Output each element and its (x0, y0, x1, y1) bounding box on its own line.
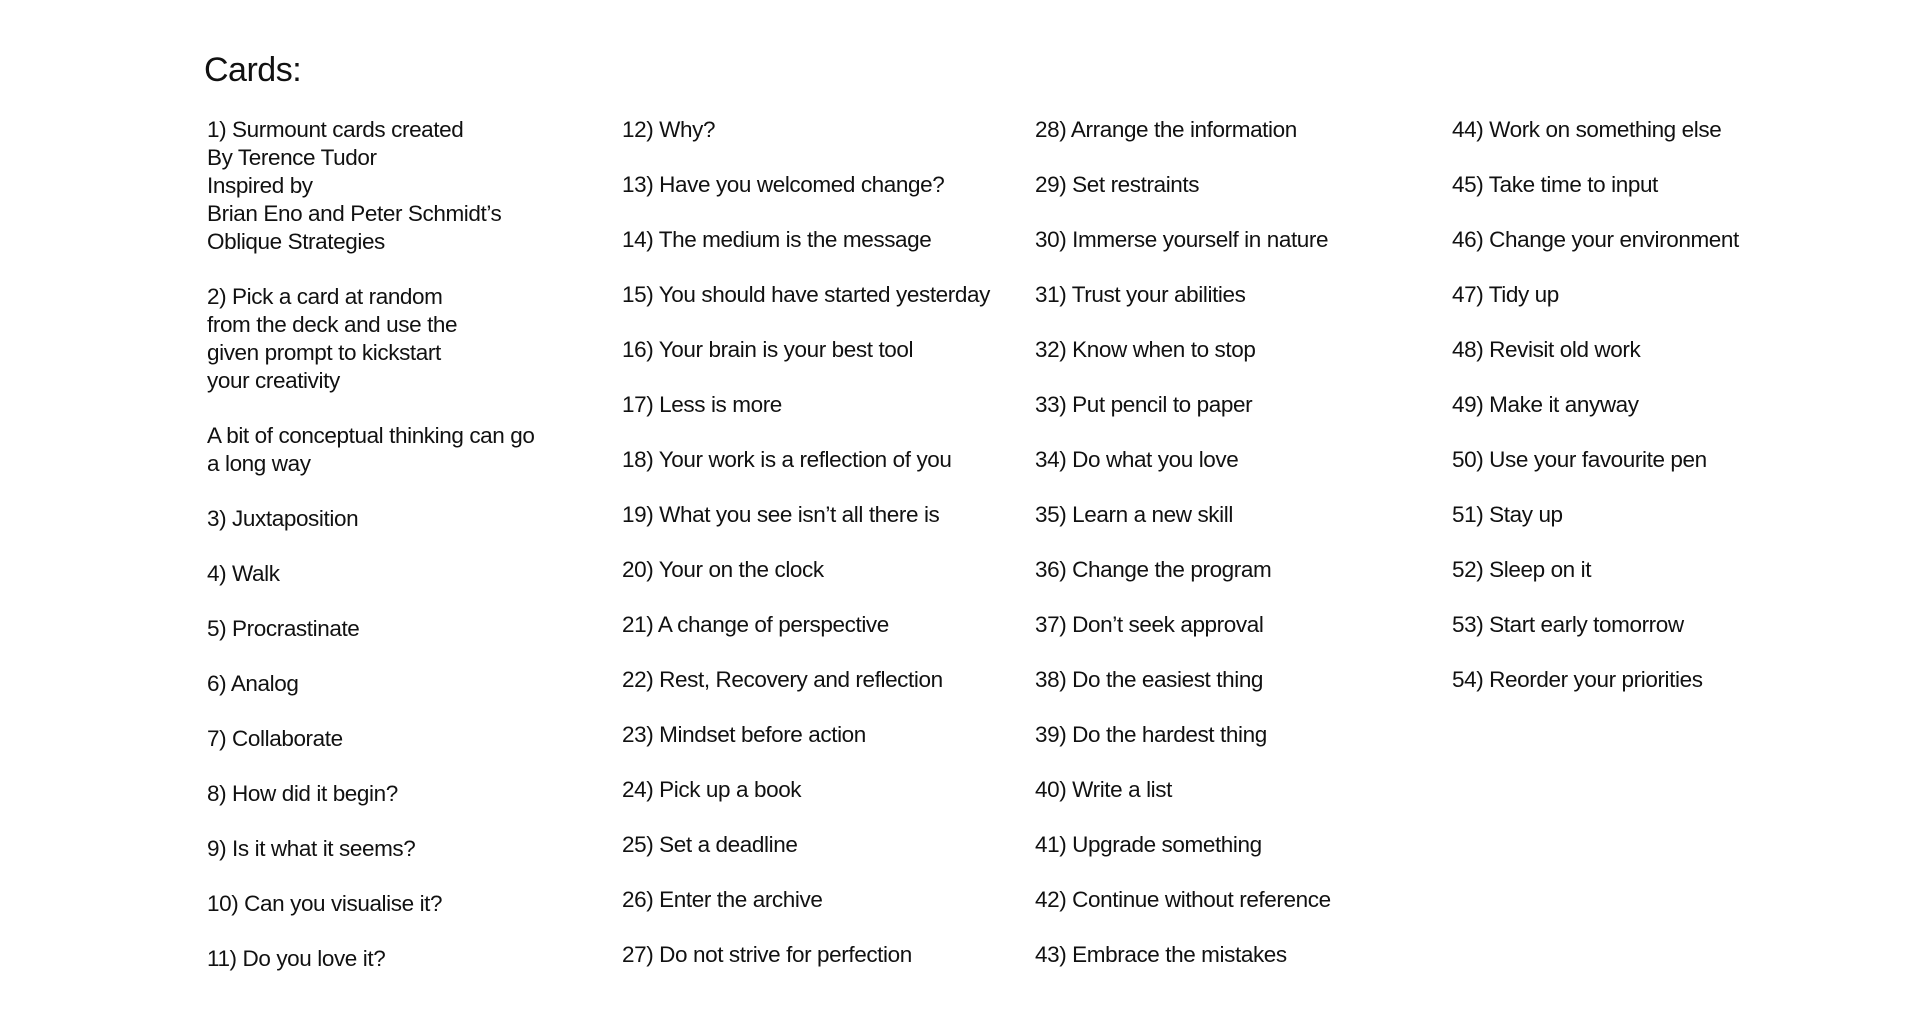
card-item: 31) Trust your abilities (1035, 282, 1246, 307)
card-item: 52) Sleep on it (1452, 557, 1592, 582)
card-item: 10) Can you visualise it? (207, 891, 443, 916)
card-item: 37) Don’t seek approval (1035, 612, 1264, 637)
card-item: 47) Tidy up (1452, 282, 1559, 307)
card-item: 15) You should have started yesterday (622, 282, 990, 307)
card-item: 27) Do not strive for perfection (622, 942, 912, 967)
card-item: 50) Use your favourite pen (1452, 447, 1707, 472)
page-title: Cards: (204, 51, 302, 89)
card-item: 13) Have you welcomed change? (622, 172, 945, 197)
card-item: 53) Start early tomorrow (1452, 612, 1684, 637)
card-item: 34) Do what you love (1035, 447, 1239, 472)
card-item: 3) Juxtaposition (207, 506, 359, 531)
card-item: 19) What you see isn’t all there is (622, 502, 940, 527)
card-item: 41) Upgrade something (1035, 832, 1262, 857)
card-item: 21) A change of perspective (622, 612, 889, 637)
card-item: 11) Do you love it? (207, 946, 386, 971)
card-intro: 1) Surmount cards created By Terence Tudor Inspired by Brian Eno and Peter Schmidt’s Oblique Strategies (207, 117, 502, 254)
card-item: 46) Change your environment (1452, 227, 1739, 252)
card-item: 14) The medium is the message (622, 227, 932, 252)
card-item: 26) Enter the archive (622, 887, 823, 912)
card-item: 48) Revisit old work (1452, 337, 1641, 362)
card-item: 9) Is it what it seems? (207, 836, 416, 861)
card-item: 42) Continue without reference (1035, 887, 1331, 912)
cards-column-4 (1452, 116, 1852, 721)
card-note: A bit of conceptual thinking can go a long way (207, 423, 535, 476)
card-item: 51) Stay up (1452, 502, 1563, 527)
card-item: 45) Take time to input (1452, 172, 1658, 197)
card-item: 49) Make it anyway (1452, 392, 1639, 417)
card-item: 36) Change the program (1035, 557, 1272, 582)
card-item: 7) Collaborate (207, 726, 343, 751)
card-instructions: 2) Pick a card at random from the deck and use the given prompt to kickstart your creativity (207, 284, 458, 393)
cards-column-1 (207, 116, 607, 1000)
card-item: 6) Analog (207, 671, 299, 696)
card-item: 28) Arrange the information (1035, 117, 1297, 142)
card-item: 16) Your brain is your best tool (622, 337, 914, 362)
card-item: 20) Your on the clock (622, 557, 824, 582)
cards-column-3 (1035, 116, 1435, 996)
card-item: 23) Mindset before action (622, 722, 866, 747)
card-item: 12) Why? (622, 117, 716, 142)
card-item: 35) Learn a new skill (1035, 502, 1233, 527)
card-item: 54) Reorder your priorities (1452, 667, 1703, 692)
card-item: 44) Work on something else (1452, 117, 1722, 142)
card-item: 38) Do the easiest thing (1035, 667, 1264, 692)
card-item: 32) Know when to stop (1035, 337, 1256, 362)
card-item: 30) Immerse yourself in nature (1035, 227, 1329, 252)
card-item: 18) Your work is a reflection of you (622, 447, 952, 472)
cards-column-2 (622, 116, 1022, 996)
card-item: 5) Procrastinate (207, 616, 360, 641)
card-item: 24) Pick up a book (622, 777, 802, 802)
card-item: 22) Rest, Recovery and reflection (622, 667, 943, 692)
card-item: 4) Walk (207, 561, 280, 586)
card-item: 17) Less is more (622, 392, 782, 417)
card-item: 39) Do the hardest thing (1035, 722, 1267, 747)
card-item: 25) Set a deadline (622, 832, 798, 857)
card-item: 40) Write a list (1035, 777, 1172, 802)
card-item: 33) Put pencil to paper (1035, 392, 1253, 417)
card-item: 43) Embrace the mistakes (1035, 942, 1287, 967)
card-item: 29) Set restraints (1035, 172, 1200, 197)
card-item: 8) How did it begin? (207, 781, 398, 806)
